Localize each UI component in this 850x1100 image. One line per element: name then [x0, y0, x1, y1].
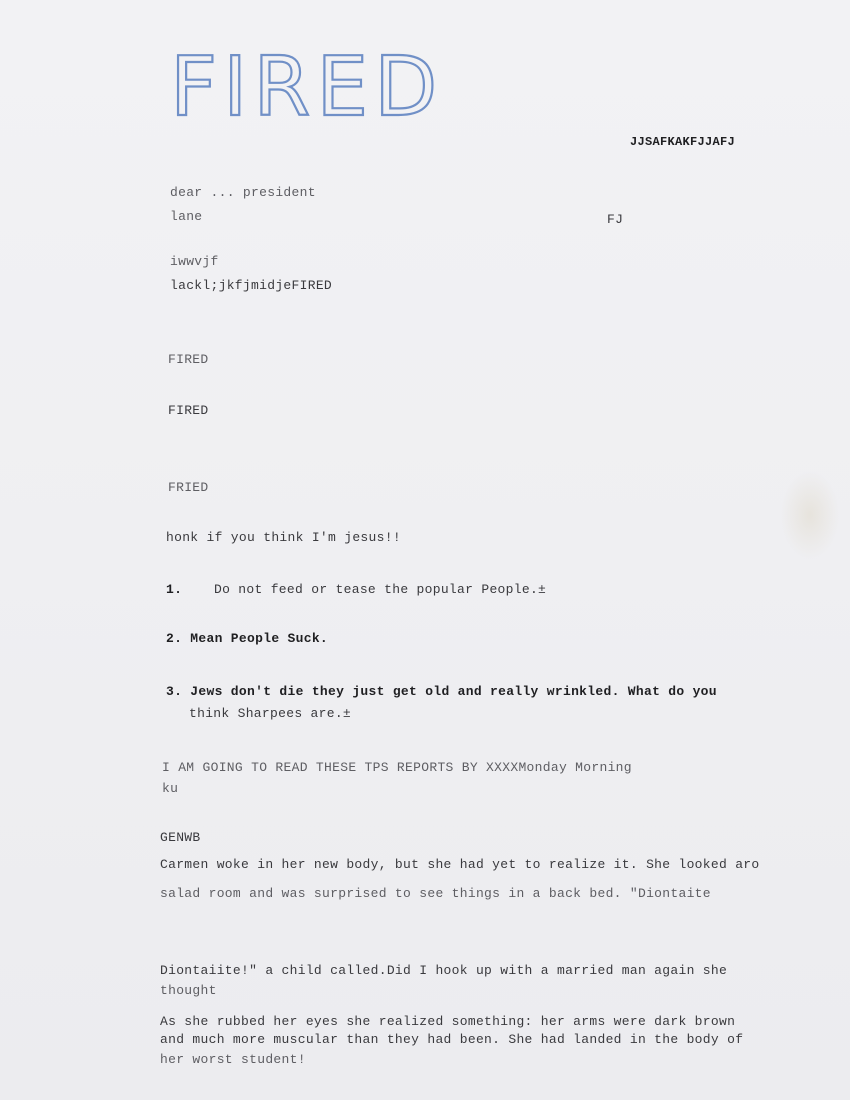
item-1-text: Do not feed or tease the popular People.± — [214, 582, 547, 597]
handwritten-title — [165, 20, 565, 140]
lane-line: lane — [170, 209, 203, 224]
story-line-1: Carmen woke in her new body, but she had yet to realize it. She looked aro — [160, 857, 760, 872]
fired-line-1: FIRED — [168, 352, 209, 367]
dear-line: dear ... president — [170, 185, 316, 200]
initials: FJ — [607, 212, 624, 227]
item-2: 2. Mean People Suck. — [166, 631, 329, 646]
garble-line-1: iwwvjf — [170, 254, 219, 269]
honk-line: honk if you think I'm jesus!! — [166, 530, 401, 545]
paper-stain — [780, 470, 840, 560]
item-1-number: 1. — [166, 582, 183, 597]
ku-line: ku — [162, 781, 179, 796]
header-code: JJSAFKAKFJJAFJ — [630, 135, 736, 149]
story-line-4: thought — [160, 983, 217, 998]
story-line-5: As she rubbed her eyes she realized something: her arms were dark brown — [160, 1014, 736, 1029]
fired-line-2: FIRED — [168, 403, 209, 418]
svg-text:FIRED: FIRED — [170, 40, 444, 135]
item-3-line-2: think Sharpees are.± — [189, 706, 352, 721]
story-line-3: Diontaiite!" a child called.Did I hook up with a married man again she — [160, 963, 728, 978]
story-line-7: her worst student! — [160, 1052, 306, 1067]
item-3-line-1: 3. Jews don't die they just get old and really wrinkled. What do you — [166, 684, 717, 699]
fired-line-3: FRIED — [168, 480, 209, 495]
garble-line-2: lackl;jkfjmidjeFIRED — [170, 278, 333, 293]
story-line-6: and much more muscular than they had been. She had landed in the body of — [160, 1032, 744, 1047]
tps-reports-line: I AM GOING TO READ THESE TPS REPORTS BY XXXXMonday Morning — [162, 760, 632, 775]
section-heading: GENWB — [160, 830, 201, 845]
story-line-2: salad room and was surprised to see things in a back bed. "Diontaite — [160, 886, 711, 901]
